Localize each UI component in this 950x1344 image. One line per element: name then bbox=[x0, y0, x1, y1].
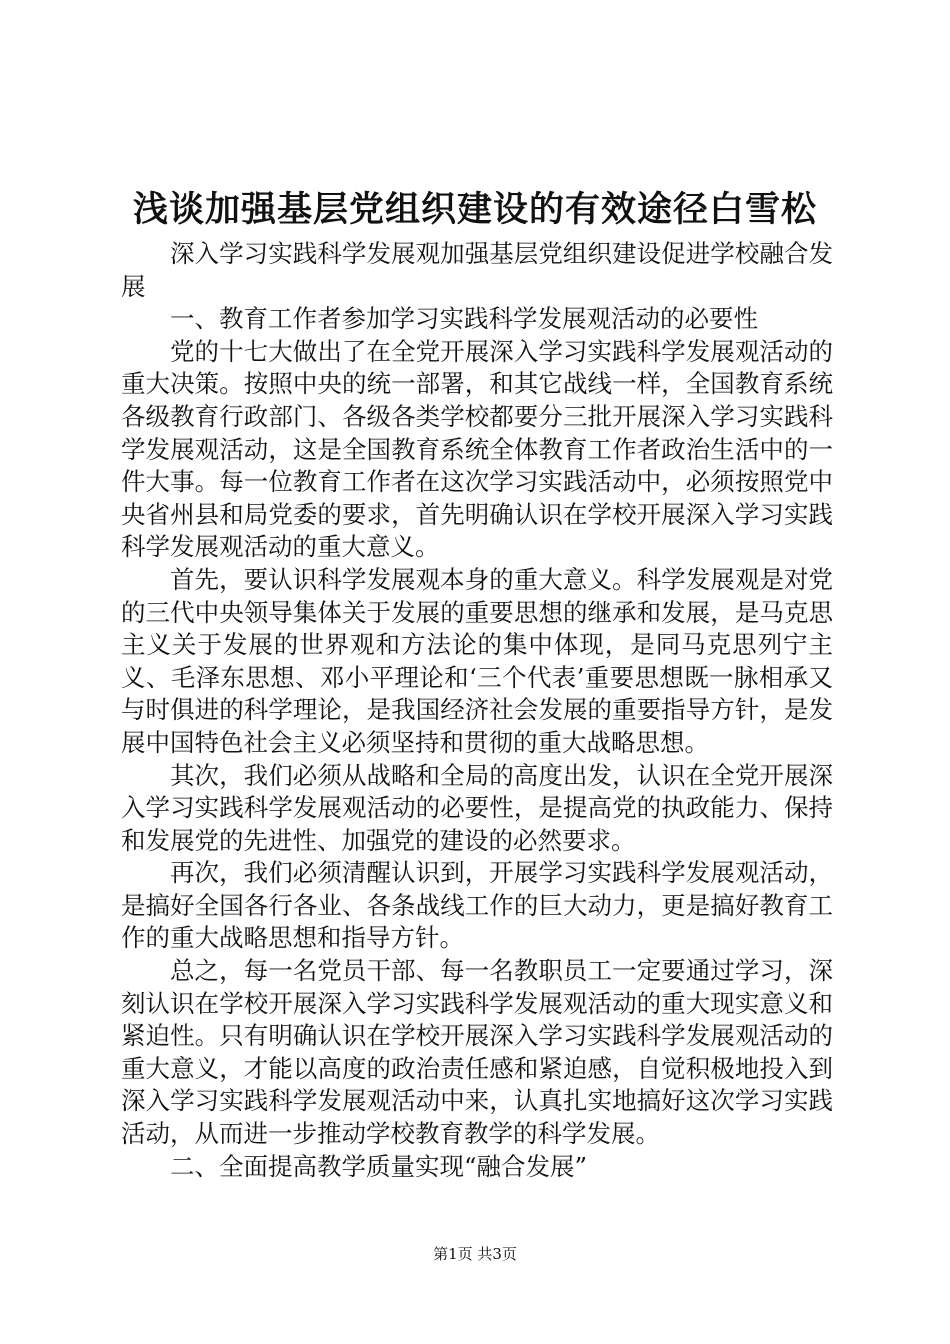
section-heading-1: 一、教育工作者参加学习实践科学发展观活动的必要性 bbox=[170, 304, 758, 334]
paragraph: 党的十七大做出了在全党开展深入学习实践科学发展观活动的重大决策。按照中央的统一部署，和其它战线一样，全国教育系统各级教育行政部门、各级各类学校都要分三批开展深入学习实践科学发展观活动，这是全国教育系统全体教育工作者政治生活中的一件大事。每一位教育工作者在这次学习实践活动中，必须按照党中央省州县和局党委的要求，首先明确认识在学校开展深入学习实践科学发展观活动的重大意义。 bbox=[121, 336, 833, 562]
document-body bbox=[121, 238, 833, 1183]
paragraph: 总之，每一名党员干部、每一名教职员工一定要通过学习，深刻认识在学校开展深入学习实践科学发展观活动的重大现实意义和紧迫性。只有明确认识在学校开展深入学习实践科学发展观活动的重大意义，才能以高度的政治责任感和紧迫感，自觉积极地投入到深入学习实践科学发展观活动中来，认真扎实地搞好这次学习实践活动，从而进一步推动学校教育教学的科学发展。 bbox=[121, 956, 833, 1149]
paragraph-subtitle: 深入学习实践科学发展观加强基层党组织建设促进学校融合发展 bbox=[121, 239, 833, 301]
paragraph: 再次，我们必须清醒认识到，开展学习实践科学发展观活动，是搞好全国各行各业、各条战线工作的巨大动力，更是搞好教育工作的重大战略思想和指导方针。 bbox=[121, 858, 833, 953]
paragraph: 其次，我们必须从战略和全局的高度出发，认识在全党开展深入学习实践科学发展观活动的必要性，是提高党的执政能力、保持和发展党的先进性、加强党的建设的必然要求。 bbox=[121, 760, 833, 855]
paragraph: 首先，要认识科学发展观本身的重大意义。科学发展观是对党的三代中央领导集体关于发展的重要思想的继承和发展，是马克思主义关于发展的世界观和方法论的集中体现，是同马克思列宁主义、毛泽东思想、邓小平理论和‘三个代表’重要思想既一脉相承又与时俱进的科学理论，是我国经济社会发展的重要指导方针，是发展中国特色社会主义必须坚持和贯彻的重大战略思想。 bbox=[121, 564, 833, 757]
page-footer: 第1页 共3页 bbox=[433, 1245, 517, 1263]
section-heading-2: 二、全面提高教学质量实现“融合发展” bbox=[170, 1151, 588, 1181]
document-title: 浅谈加强基层党组织建设的有效途径白雪松 bbox=[132, 189, 817, 230]
